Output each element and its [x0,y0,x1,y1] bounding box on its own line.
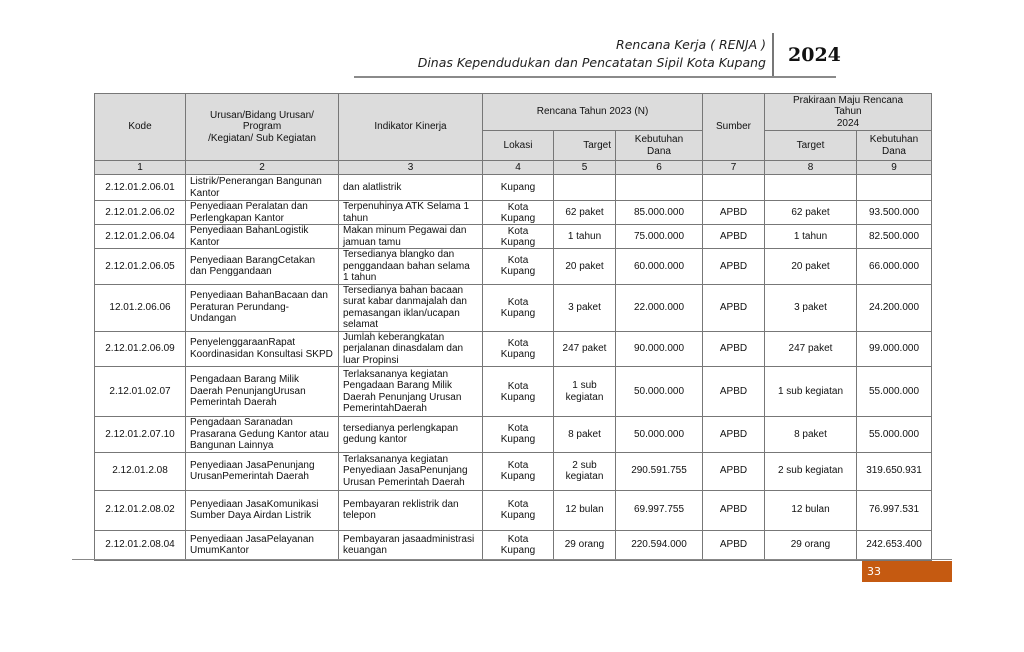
lokasi-line: Kupang [500,471,536,482]
cell-kode: 2.12.01.02.07 [95,367,186,417]
cell-target [554,175,616,201]
cell-target-2024: 1 sub kegiatan [765,367,857,417]
cell-kode: 2.12.01.2.06.02 [95,201,186,225]
header-kode: Kode [95,94,186,161]
cell-lokasi [483,284,554,331]
lokasi-line: Kota [507,460,529,471]
cell-target-2024: 247 paket [765,331,857,367]
cell-target-2024: 1 tahun [765,225,857,249]
table-row [95,367,932,417]
cell-kebutuhan-dana-2024: 55.000.000 [857,417,932,453]
cell-target-2024: 8 paket [765,417,857,453]
cell-target-2024: 3 paket [765,284,857,331]
lokasi-line: Kota [507,225,529,237]
cell-lokasi [483,201,554,225]
column-number: 8 [765,161,857,175]
cell-kebutuhan-dana-2024: 24.200.000 [857,284,932,331]
cell-indikator: Makan minum Pegawai dan jamuan tamu [339,225,483,249]
cell-kode: 2.12.01.2.07.10 [95,417,186,453]
column-number: 6 [616,161,703,175]
cell-kebutuhan-dana: 290.591.755 [616,452,703,490]
header-urusan-line: /Kegiatan/ Sub Kegiatan [208,132,316,144]
cell-kebutuhan-dana [616,175,703,201]
table-row [95,225,932,249]
cell-sumber: APBD [703,490,765,530]
cell-indikator: tersedianya perlengkapan gedung kantor [339,417,483,453]
cell-kode: 2.12.01.2.06.09 [95,331,186,367]
lokasi-line: Kupang [500,434,536,446]
cell-lokasi [483,225,554,249]
header-prakiraan-line: 2024 [836,117,860,129]
cell-target: 1 tahun [554,225,616,249]
cell-target: 247 paket [554,331,616,367]
cell-target: 62 paket [554,201,616,225]
cell-kode: 2.12.01.2.08.04 [95,530,186,560]
lokasi-line: Kupang [500,212,536,224]
cell-sumber: APBD [703,331,765,367]
cell-target-2024: 12 bulan [765,490,857,530]
cell-indikator: Terlaksananya kegiatan Penyediaan JasaPenunjang Urusan Pemerintah Daerah [339,452,483,490]
cell-lokasi [483,331,554,367]
cell-urusan: Penyediaan BahanBacaan dan Peraturan Perundang-Undangan [186,284,339,331]
cell-indikator: Jumlah keberangkatan perjalanan dinasdalam dan luar Propinsi [339,331,483,367]
cell-lokasi: Kupang [483,175,554,201]
cell-urusan: Penyediaan Peralatan dan Perlengkapan Kantor [186,201,339,225]
header-urusan-line: Urusan/Bidang Urusan/ [210,109,314,121]
table-row [95,490,932,530]
cell-kode: 2.12.01.2.06.01 [95,175,186,201]
cell-target: 8 paket [554,417,616,453]
cell-lokasi [483,452,554,490]
document-year: 2024 [788,44,841,66]
cell-kode: 2.12.01.2.08 [95,452,186,490]
cell-kebutuhan-dana-2024: 242.653.400 [857,530,932,560]
footer-rule [72,559,952,560]
table-row [95,284,932,331]
cell-sumber: APBD [703,367,765,417]
header-prakiraan-group [765,94,932,131]
lokasi-line: Kota [507,499,529,510]
header-kebutuhan-line: Dana [882,145,906,157]
lokasi-line: Kupang [500,510,536,521]
cell-lokasi [483,367,554,417]
header-urusan [186,94,339,161]
cell-kebutuhan-dana: 90.000.000 [616,331,703,367]
column-number: 2 [186,161,339,175]
cell-kebutuhan-dana-2024: 66.000.000 [857,249,932,285]
cell-indikator: dan alatlistrik [339,175,483,201]
cell-urusan: Penyediaan BarangCetakan dan Penggandaan [186,249,339,285]
document-subtitle: Dinas Kependudukan dan Pencatatan Sipil Kota Kupang [417,55,766,70]
cell-kebutuhan-dana-2024: 319.650.931 [857,452,932,490]
cell-kebutuhan-dana: 60.000.000 [616,249,703,285]
cell-target-2024 [765,175,857,201]
lokasi-line: Kota [507,534,529,545]
document-header-titles [418,36,766,72]
header-rencana-group: Rencana Tahun 2023 (N) [483,94,703,131]
lokasi-line: Kupang [500,348,536,360]
cell-sumber: APBD [703,417,765,453]
cell-kebutuhan-dana-2024: 82.500.000 [857,225,932,249]
cell-kebutuhan-dana: 50.000.000 [616,367,703,417]
cell-target-2024: 2 sub kegiatan [765,452,857,490]
table-row [95,201,932,225]
cell-lokasi [483,530,554,560]
cell-kebutuhan-dana: 85.000.000 [616,201,703,225]
cell-urusan: Penyediaan BahanLogistik Kantor [186,225,339,249]
header-kebutuhan-dana [616,131,703,161]
renja-table [94,93,932,561]
table-row [95,452,932,490]
header-kebutuhan-line: Kebutuhan [634,134,684,145]
column-number: 5 [554,161,616,175]
cell-urusan: Penyediaan JasaPelayanan UmumKantor [186,530,339,560]
table-row [95,530,932,560]
cell-target-2024: 20 paket [765,249,857,285]
cell-urusan: PenyelenggaraanRapat Koordinasidan Konsultasi SKPD [186,331,339,367]
header-target: Target [554,131,616,161]
lokasi-line: Kota [507,380,529,392]
cell-urusan: Listrik/Penerangan Bangunan Kantor [186,175,339,201]
cell-target: 12 bulan [554,490,616,530]
cell-indikator: Terpenuhinya ATK Selama 1 tahun [339,201,483,225]
cell-kebutuhan-dana: 220.594.000 [616,530,703,560]
cell-target: 3 paket [554,284,616,331]
lokasi-line: Kota [507,201,529,213]
cell-kebutuhan-dana-2024 [857,175,932,201]
cell-urusan: Pengadaan Saranadan Prasarana Gedung Kantor atau Bangunan Lainnya [186,417,339,453]
cell-kebutuhan-dana: 50.000.000 [616,417,703,453]
column-number-row [95,161,932,175]
header-indikator: Indikator Kinerja [339,94,483,161]
column-number: 3 [339,161,483,175]
header-kebutuhan-line: Dana [647,145,671,157]
column-number: 9 [857,161,932,175]
cell-indikator: Tersedianya blangko dan penggandaan bahan selama 1 tahun [339,249,483,285]
cell-indikator: Tersedianya bahan bacaan surat kabar danmajalah dan pemasangan iklan/ucapan selamat [339,284,483,331]
lokasi-line: Kupang [500,236,536,248]
cell-sumber: APBD [703,201,765,225]
lokasi-line: Kupang [500,307,536,319]
table-row [95,175,932,201]
cell-kebutuhan-dana: 22.000.000 [616,284,703,331]
header-prakiraan-line: Prakiraan Maju Rencana [792,94,904,106]
cell-target: 29 orang [554,530,616,560]
cell-kebutuhan-dana: 75.000.000 [616,225,703,249]
cell-kebutuhan-dana-2024: 99.000.000 [857,331,932,367]
lokasi-line: Kota [507,423,529,435]
header-target-2024: Target [765,131,857,161]
cell-lokasi [483,490,554,530]
column-number: 7 [703,161,765,175]
cell-sumber: APBD [703,249,765,285]
header-prakiraan-line: Tahun [834,106,862,118]
cell-sumber [703,175,765,201]
header-rule [354,76,836,78]
column-number: 4 [483,161,554,175]
header-separator [772,33,774,77]
cell-kode: 2.12.01.2.06.04 [95,225,186,249]
header-kebutuhan-line: Kebutuhan [869,134,919,145]
cell-kebutuhan-dana-2024: 55.000.000 [857,367,932,417]
cell-kode: 12.01.2.06.06 [95,284,186,331]
cell-urusan: Pengadaan Barang Milik Daerah PenunjangUrusan Pemerintah Daerah [186,367,339,417]
cell-indikator: Pembayaran reklistrik dan telepon [339,490,483,530]
cell-kebutuhan-dana: 69.997.755 [616,490,703,530]
cell-sumber: APBD [703,530,765,560]
lokasi-line: Kupang [500,266,536,278]
column-number: 1 [95,161,186,175]
cell-kode: 2.12.01.2.06.05 [95,249,186,285]
cell-sumber: APBD [703,225,765,249]
cell-target: 1 sub kegiatan [554,367,616,417]
table-row [95,331,932,367]
lokasi-line: Kupang [500,545,536,556]
lokasi-line: Kupang [500,391,536,403]
cell-indikator: Pembayaran jasaadministrasi keuangan [339,530,483,560]
header-kebutuhan-dana-2024 [857,131,932,161]
page-number: 33 [862,561,952,582]
cell-urusan: Penyediaan JasaPenunjang UrusanPemerintah Daerah [186,452,339,490]
cell-target: 2 sub kegiatan [554,452,616,490]
cell-target-2024: 29 orang [765,530,857,560]
cell-target: 20 paket [554,249,616,285]
lokasi-line: Kota [507,255,529,267]
header-urusan-line: Program [242,121,282,133]
document-title: Rencana Kerja ( RENJA ) [616,37,766,52]
table-row [95,249,932,285]
cell-target-2024: 62 paket [765,201,857,225]
cell-indikator: Terlaksananya kegiatan Pengadaan Barang Milik Daerah Penunjang Urusan PemerintahDaerah [339,367,483,417]
cell-kebutuhan-dana-2024: 93.500.000 [857,201,932,225]
cell-sumber: APBD [703,452,765,490]
cell-sumber: APBD [703,284,765,331]
cell-urusan: Penyediaan JasaKomunikasi Sumber Daya Airdan Listrik [186,490,339,530]
table-body [95,175,932,561]
header-sumber: Sumber [703,94,765,161]
cell-kebutuhan-dana-2024: 76.997.531 [857,490,932,530]
lokasi-line: Kota [507,337,529,349]
cell-lokasi [483,417,554,453]
lokasi-line: Kota [507,296,529,308]
table-row [95,417,932,453]
cell-lokasi [483,249,554,285]
header-lokasi: Lokasi [483,131,554,161]
cell-kode: 2.12.01.2.08.02 [95,490,186,530]
